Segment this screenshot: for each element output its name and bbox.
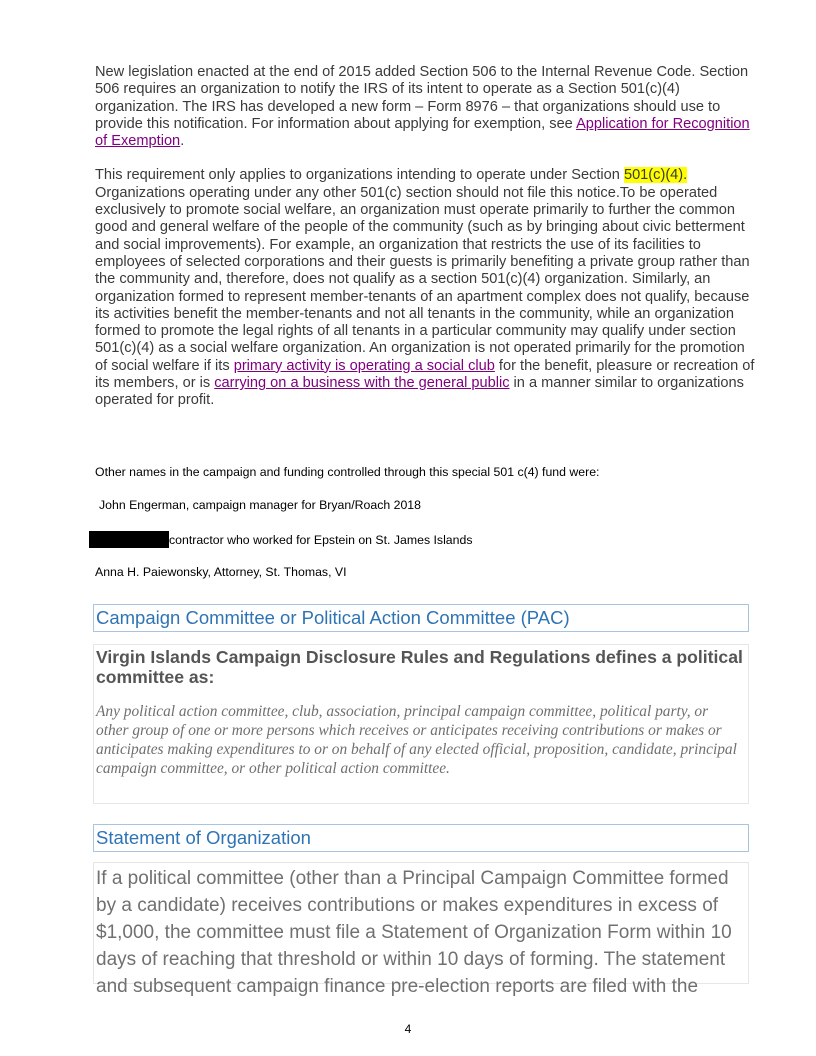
note-engerman: John Engerman, campaign manager for Bryan/Roach 2018 [99,498,421,512]
application-recognition-link[interactable]: Application for Recognition of Exemption [95,115,750,150]
note-contractor-text: contractor who worked for Epstein on St. James Islands [169,533,473,547]
requirement-text-between: for the benefit, pleasure or recreation of its members, or is [95,357,755,392]
social-club-link[interactable]: primary activity is operating a social club [233,357,495,374]
requirement-text-end: in a manner similar to organizations operated for profit. [95,375,744,409]
statement-heading: Statement of Organization [93,824,749,852]
pac-heading: Campaign Committee or Political Action Committee (PAC) [93,604,749,632]
pac-subheading: Virgin Islands Campaign Disclosure Rules and Regulations defines a political committee as: [96,647,743,687]
highlighted-section: 501(c)(4). [623,167,688,184]
requirement-text-start: This requirement only applies to organizations intending to operate under Section [95,167,624,184]
intro-text: New legislation enacted at the end of 2015 added Section 506 to the Internal Revenue Code. Section 506 requires an organization to notify the IRS of its intent to operate as a Section 501(c)(4) organization. The IRS has developed a new form – Form 8976 – that organizations should use to provide this notification. For information about applying for exemption, see [95,64,749,132]
page-number: 4 [404,1022,412,1036]
requirement-paragraph [95,167,755,409]
intro-paragraph [95,64,755,150]
statement-box [93,862,749,997]
document-page [95,64,755,997]
intro-text-end: . [180,133,185,150]
statement-body: If a political committee (other than a Principal Campaign Committee formed by a candidate) receives contributions or makes expenditures in excess of $1,000, the committee must file a Statement of Organization Form within 10 days of reaching that threshold or within 10 days of forming. The statement and subsequent campaign finance pre-election reports are filed with the [96,868,732,997]
note-contractor [89,531,472,548]
requirement-text-middle: Organizations operating under any other 501(c) section should not file this notice.To be operated exclusively to promote social welfare, an organization must operate primarily to further the common good and general welfare of the people of the community (such as by bringing about civic betterment and social improvements). For example, an organization that restricts the use of its facilities to employees of selected corporations and their guests is primarily benefiting a private group rather than the community and, therefore, does not qualify as a section 501(c)(4) organization. Similarly, an organization formed to represent member-tenants of an apartment complex does not qualify, because its activities benefit the member-tenants and not all tenants in the community, while an organization formed to promote the legal rights of all tenants in a particular community may qualify under section 501(c)(4) as a social welfare organization. An organization is not operated primarily for the promotion of social welfare if its [95,184,750,374]
business-general-public-link[interactable]: carrying on a business with the general public [214,375,510,392]
pac-definition-box [93,644,749,804]
pac-definition-quote: Any political action committee, club, association, principal campaign committee, political party, or other group of one or more persons which receives or anticipates receiving contributions or makes or anticipates making expenditures to or on behalf of any elected official, proposition, candidate, principal campaign committee, or other political action committee. [96,703,737,777]
note-other-names: Other names in the campaign and funding controlled through this special 501 c(4) fund were: [95,465,600,479]
redaction-block [89,531,169,548]
note-paiewonsky: Anna H. Paiewonsky, Attorney, St. Thomas, VI [95,565,347,579]
